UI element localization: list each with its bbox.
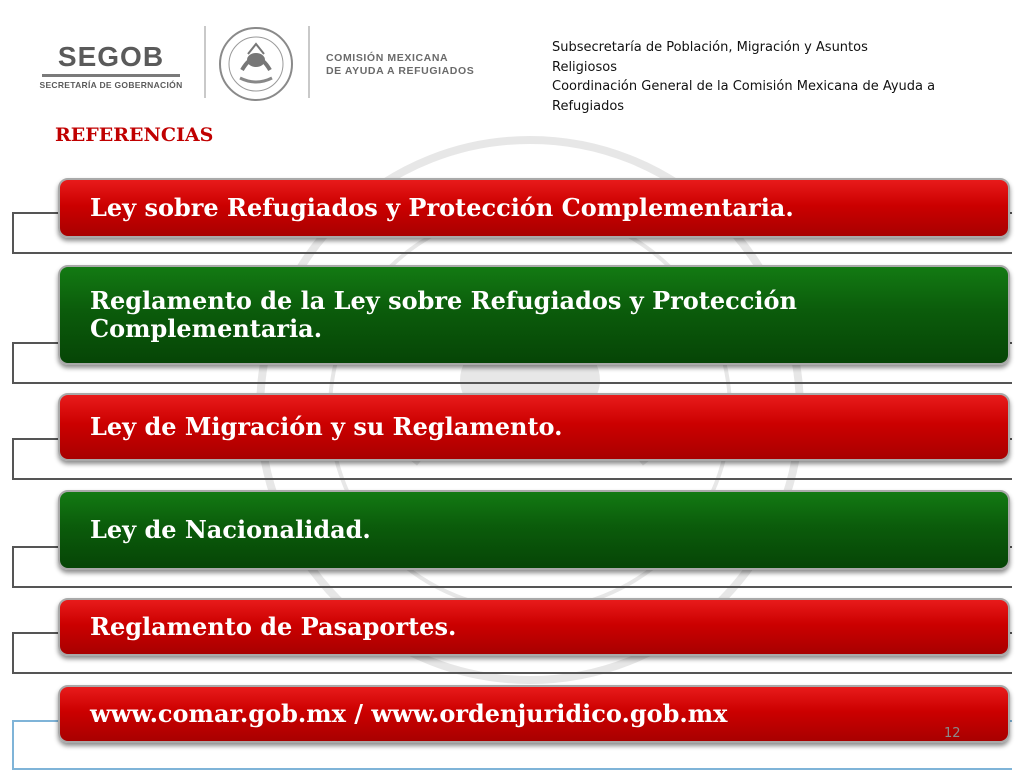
reference-item-4-text: Ley de Nacionalidad. [90, 515, 371, 544]
reference-item-2-line-1: Reglamento de la Ley sobre Refugiados y Protección [90, 286, 797, 315]
header-right-line-4: Refugiados [552, 98, 625, 114]
logo-divider-right [308, 26, 310, 98]
reference-item-1-text: Ley sobre Refugiados y Protección Complementaria. [90, 193, 794, 222]
segob-logo [36, 42, 186, 90]
header-agency-text [552, 38, 1002, 116]
reference-item-3 [58, 393, 1010, 461]
comar-line-2: DE AYUDA A REFUGIADOS [326, 65, 475, 77]
reference-item-6[interactable] [58, 685, 1010, 743]
reference-item-6-link[interactable]: www.comar.gob.mx / www.ordenjuridico.gob.mx [90, 699, 728, 728]
segob-logo-rule [42, 74, 180, 77]
header-right-line-1: Subsecretaría de Población, Migración y Asuntos [552, 40, 868, 55]
coat-of-arms-seal-icon [218, 26, 294, 102]
reference-item-5 [58, 598, 1010, 656]
segob-subtitle: SECRETARÍA DE GOBERNACIÓN [39, 80, 183, 90]
segob-logo-text: SEGOB [57, 41, 165, 72]
reference-item-2-line-2: Complementaria. [90, 314, 323, 343]
page-number: 12 [944, 726, 961, 741]
reference-item-2-text [90, 287, 797, 343]
header-right-line-2: Religiosos [552, 59, 617, 75]
comar-logo-text [326, 52, 474, 78]
reference-item-1 [58, 178, 1010, 238]
header-right-line-3: Coordinación General de la Comisión Mexicana de Ayuda a [552, 79, 936, 94]
comar-line-1: COMISIÓN MEXICANA [326, 52, 449, 64]
section-title: REFERENCIAS [55, 124, 214, 146]
reference-item-3-text: Ley de Migración y su Reglamento. [90, 412, 563, 441]
reference-item-4 [58, 490, 1010, 570]
logo-divider-left [204, 26, 206, 98]
reference-item-2 [58, 265, 1010, 365]
reference-item-5-text: Reglamento de Pasaportes. [90, 612, 457, 641]
